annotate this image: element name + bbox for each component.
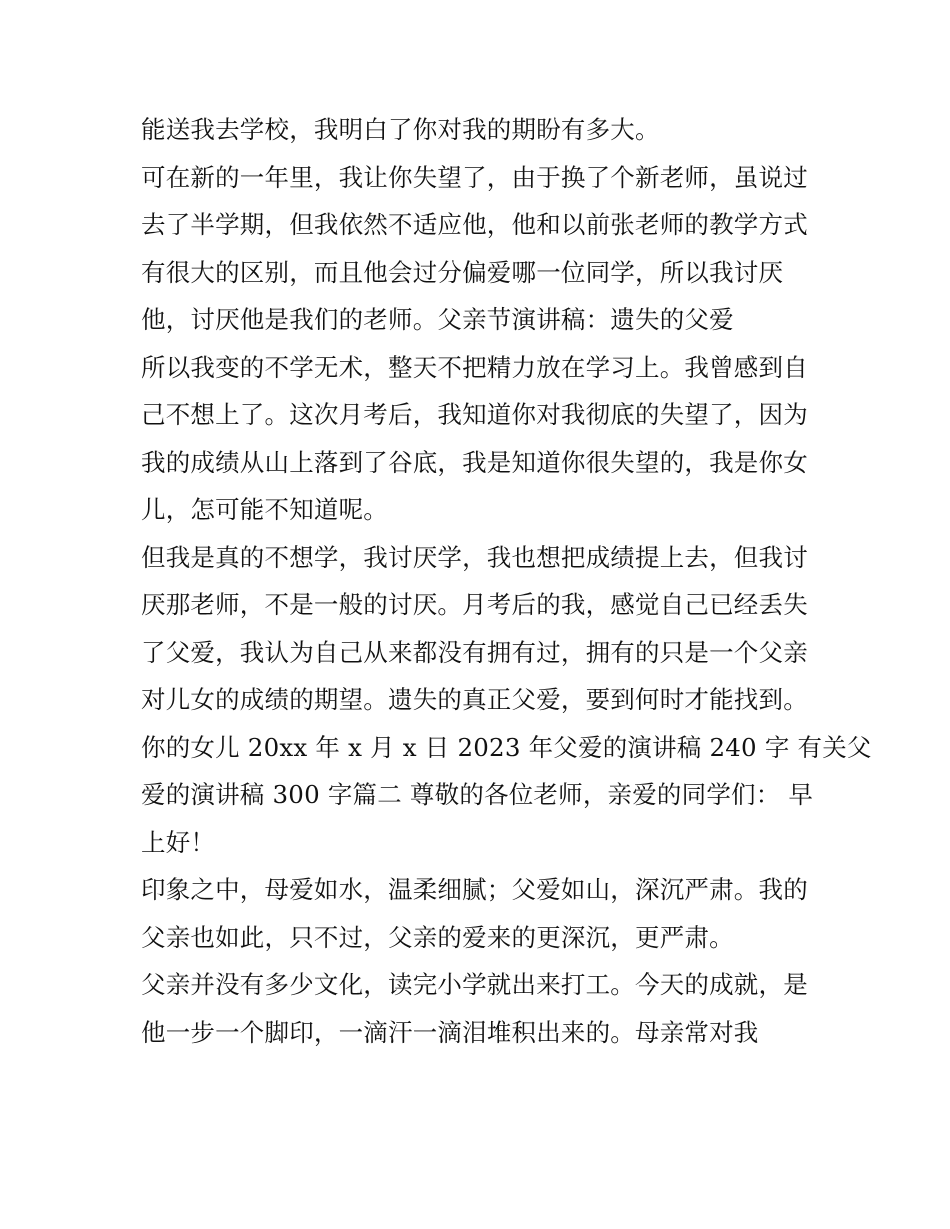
text-line: 所以我变的不学无术，整天不把精力放在学习上。我曾感到自 bbox=[141, 352, 808, 382]
text-line: 但我是真的不想学，我讨厌学，我也想把成绩提上去，但我讨 bbox=[141, 542, 808, 572]
text-line: 有很大的区别，而且他会过分偏爱哪一位同学，所以我讨厌 bbox=[141, 257, 784, 287]
text-line: 对儿女的成绩的期望。遗失的真正父爱，要到何时才能找到。 bbox=[141, 685, 808, 714]
text-line: 父亲并没有多少文化，读完小学就出来打工。今天的成就，是 bbox=[141, 970, 808, 999]
text-line: 己不想上了。这次月考后，我知道你对我彻底的失望了，因为 bbox=[141, 400, 808, 429]
text-line: 爱的演讲稿 300 字篇二 尊敬的各位老师，亲爱的同学们： 早 bbox=[141, 780, 814, 809]
text-line: 他一步一个脚印，一滴汗一滴泪堆积出来的。母亲常对我 bbox=[141, 1017, 759, 1047]
text-line: 父亲也如此，只不过，父亲的爱来的更深沉，更严肃。 bbox=[141, 922, 734, 952]
body-text bbox=[141, 106, 872, 1056]
text-line: 印象之中，母爱如水，温柔细腻；父爱如山，深沉严肃。我的 bbox=[141, 875, 808, 904]
text-line: 厌那老师，不是一般的讨厌。月考后的我，感觉自己已经丢失 bbox=[141, 590, 808, 619]
text-line: 可在新的一年里，我让你失望了，由于换了个新老师，虽说过 bbox=[141, 162, 808, 192]
text-line: 了父爱，我认为自己从来都没有拥有过，拥有的只是一个父亲 bbox=[141, 637, 808, 667]
text-line: 能送我去学校，我明白了你对我的期盼有多大。 bbox=[141, 115, 660, 144]
text-line: 儿，怎可能不知道呢。 bbox=[141, 495, 388, 524]
text-line: 上好！ bbox=[141, 827, 216, 857]
text-line: 我的成绩从山上落到了谷底，我是知道你很失望的，我是你女 bbox=[141, 447, 808, 477]
text-line: 去了半学期，但我依然不适应他，他和以前张老师的教学方式 bbox=[141, 210, 808, 239]
text-line: 你的女儿 20xx 年 x 月 x 日 2023 年父爱的演讲稿 240 字 有关父 bbox=[141, 732, 872, 762]
text-line: 他，讨厌他是我们的老师。父亲节演讲稿：遗失的父爱 bbox=[141, 305, 734, 334]
